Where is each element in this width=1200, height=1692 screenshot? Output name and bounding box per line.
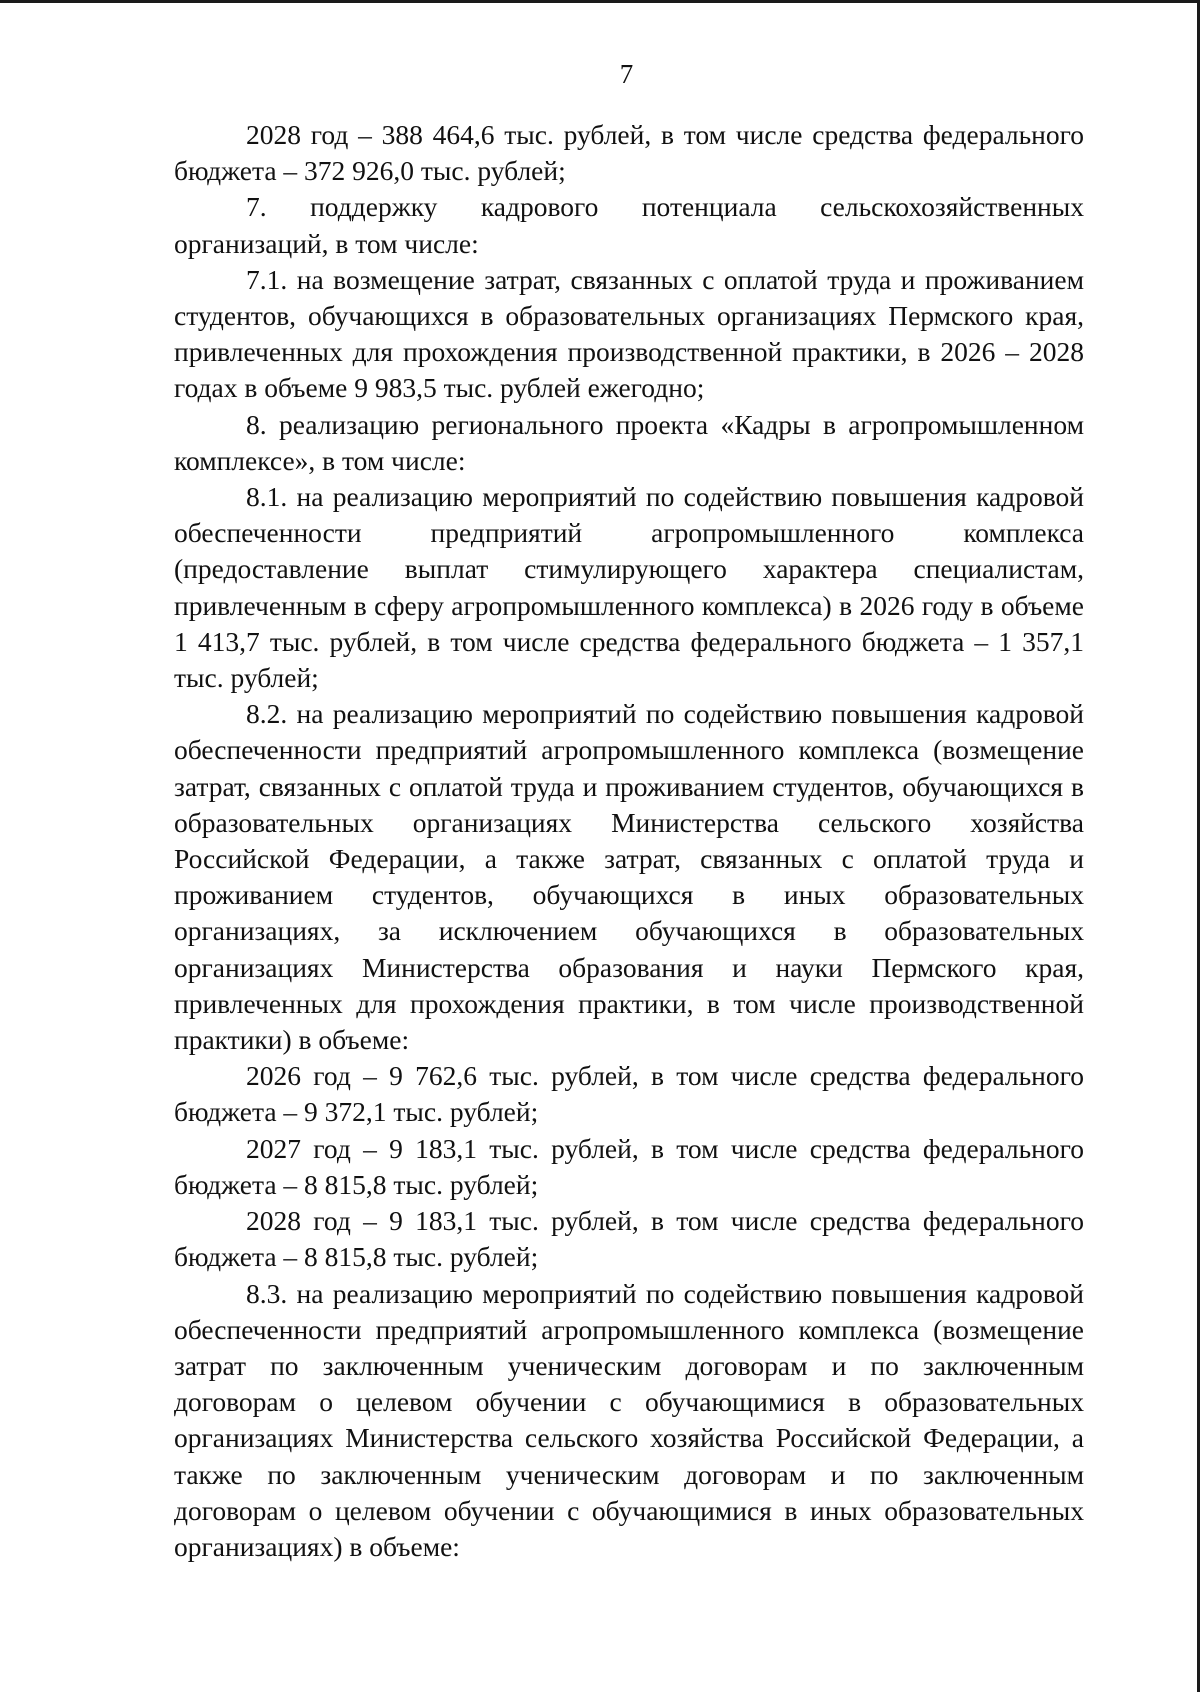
- paragraph-item-7-1: 7.1. на возмещение затрат, связанных с оплатой труда и проживанием студентов, обучающихся в образовательных организациях Пермского края, привлеченных для прохождения производственной практики, в 2026 – 2028 годах в объеме 9 983,5 тыс. рублей ежегодно;: [174, 263, 1084, 404]
- paragraph-item-7: 7. поддержку кадрового потенциала сельскохозяйственных организаций, в том числе:: [174, 191, 1084, 259]
- paragraph-item-8-3: 8.3. на реализацию мероприятий по содействию повышения кадровой обеспеченности предприятий агропромышленного комплекса (возмещение затрат по заключенным ученическим договорам и по заключенным договорам о целевом обучении с обучающимися в образовательных организациях Министерства сельского хозяйства Российской Федерации, а также по заключенным ученическим договорам и по заключенным договорам о целевом обучении с обучающимися в иных образовательных организациях) в объеме:: [174, 1277, 1084, 1562]
- paragraph-2028-amount: 2028 год – 9 183,1 тыс. рублей, в том числе средства федерального бюджета – 8 815,8 тыс. рублей;: [174, 1205, 1084, 1273]
- page-number: 7: [619, 59, 634, 89]
- document-body: [174, 117, 1084, 1565]
- paragraph-item-8: 8. реализацию регионального проекта «Кадры в агропромышленном комплексе», в том числе:: [174, 408, 1084, 476]
- paragraph-2028-totals: 2028 год – 388 464,6 тыс. рублей, в том числе средства федерального бюджета – 372 926,0 тыс. рублей;: [174, 119, 1084, 187]
- paragraph-item-8-1: 8.1. на реализацию мероприятий по содействию повышения кадровой обеспеченности предприятий агропромышленного комплекса (предоставление выплат стимулирующего характера специалистам, привлеченным в сферу агропромышленного комплекса) в 2026 году в объеме 1 413,7 тыс. рублей, в том числе средства федерального бюджета – 1 357,1 тыс. рублей;: [174, 481, 1084, 694]
- paragraph-item-8-2: 8.2. на реализацию мероприятий по содействию повышения кадровой обеспеченности предприятий агропромышленного комплекса (возмещение затрат, связанных с оплатой труда и проживанием студентов, обучающихся в образовательных организациях Министерства сельского хозяйства Российской Федерации, а также затрат, связанных с оплатой труда и проживанием студентов, обучающихся в иных образовательных организациях, за исключением обучающихся в образовательных организациях Министерства образования и науки Пермского края, привлеченных для прохождения практики, в том числе производственной практики) в объеме:: [174, 698, 1084, 1056]
- scan-border-top: [0, 0, 1200, 3]
- paragraph-2026-amount: 2026 год – 9 762,6 тыс. рублей, в том числе средства федерального бюджета – 9 372,1 тыс. рублей;: [174, 1060, 1084, 1128]
- paragraph-2027-amount: 2027 год – 9 183,1 тыс. рублей, в том числе средства федерального бюджета – 8 815,8 тыс. рублей;: [174, 1132, 1084, 1200]
